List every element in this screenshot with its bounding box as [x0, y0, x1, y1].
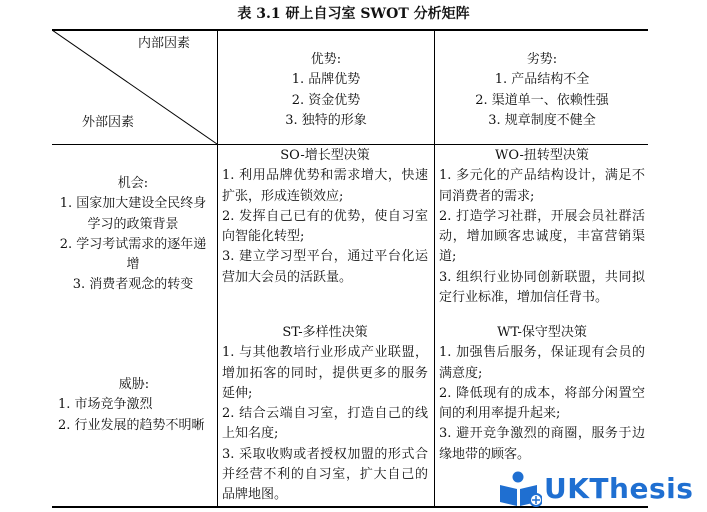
- st-strategy-cell: [222, 323, 428, 506]
- wo-strategy-item: 3. 组织行业协同创新联盟，共同拟定行业标准，增加信任背书。: [439, 269, 645, 306]
- strength-item: 2. 资金优势: [291, 92, 361, 108]
- wo-strategy-item: 2. 打造学习社群，开展会员社群活动，增加顾客忠诚度，丰富营销渠道;: [439, 208, 645, 265]
- strengths-title: 优势:: [310, 52, 342, 67]
- wt-strategy-item: 1. 加强售后服务，保证现有会员的满意度;: [439, 345, 645, 381]
- weaknesses-cell: [438, 50, 646, 131]
- opportunity-item: 2. 学习考试需求的逐年递增: [59, 236, 207, 273]
- strengths-cell: [222, 50, 430, 131]
- so-strategy-item: 1. 利用品牌优势和需求增大，快速扩张，形成连锁效应;: [222, 168, 428, 204]
- weakness-item: 2. 渠道单一、依赖性强: [475, 92, 609, 108]
- strength-item: 3. 独特的形象: [285, 112, 367, 128]
- column-divider-2: [434, 30, 435, 507]
- weaknesses-title: 劣势:: [526, 52, 558, 67]
- threat-item: 2. 行业发展的趋势不明晰: [58, 417, 205, 433]
- weakness-item: 1. 产品结构不全: [494, 72, 590, 88]
- wo-strategy-cell: [439, 146, 645, 308]
- external-factors-label: 外部因素: [82, 115, 135, 130]
- threat-item: 1. 市场竞争激烈: [58, 397, 153, 413]
- opportunities-cell: [56, 174, 210, 296]
- wo-strategy-title: WO-扭转型决策: [495, 148, 589, 163]
- opportunities-title: 机会:: [117, 176, 149, 191]
- weakness-item: 3. 规章制度不健全: [488, 112, 596, 128]
- so-strategy-item: 2. 发挥自己已有的优势，使自习室向智能化转型;: [222, 208, 428, 245]
- wt-strategy-cell: [439, 323, 645, 465]
- diagonal-header-line: [52, 30, 218, 145]
- watermark-text: UKThesis: [544, 472, 694, 505]
- st-strategy-item: 2. 结合云端自习室，打造自己的线上知名度;: [222, 406, 428, 442]
- wt-strategy-title: WT-保守型决策: [497, 325, 587, 340]
- opportunity-item: 3. 消费者观念的转变: [72, 277, 194, 293]
- opportunity-item: 1. 国家加大建设全民终身学习的政策背景: [59, 196, 207, 232]
- st-strategy-item: 3. 采取收购或者授权加盟的形式合并经营不利的自习室，扩大自己的品牌地图。: [222, 446, 428, 503]
- st-strategy-title: ST-多样性决策: [282, 325, 368, 340]
- strength-item: 1. 品牌优势: [291, 72, 361, 88]
- threats-cell: [58, 375, 210, 436]
- table-caption: 表 3.1 研上自习室 SWOT 分析矩阵: [237, 6, 470, 22]
- wt-strategy-item: 2. 降低现有的成本，将部分闲置空间的利用率提升起来;: [439, 385, 645, 422]
- internal-factors-label: 内部因素: [138, 36, 191, 51]
- so-strategy-item: 3. 建立学习型平台，通过平台化运营加大会员的活跃量。: [222, 249, 428, 285]
- wt-strategy-item: 3. 避开竞争激烈的商圈，服务于边缘地带的顾客。: [439, 426, 645, 462]
- so-strategy-cell: [222, 146, 428, 288]
- wo-strategy-item: 1. 多元化的产品结构设计，满足不同消费者的需求;: [439, 168, 645, 204]
- reader-book-icon: [496, 470, 542, 508]
- so-strategy-title: SO-增长型决策: [280, 148, 370, 163]
- threats-title: 威胁:: [118, 377, 150, 392]
- st-strategy-item: 1. 与其他教培行业形成产业联盟，增加拓客的同时，提供更多的服务延伸;: [222, 345, 428, 401]
- ukthesis-watermark: [496, 470, 702, 508]
